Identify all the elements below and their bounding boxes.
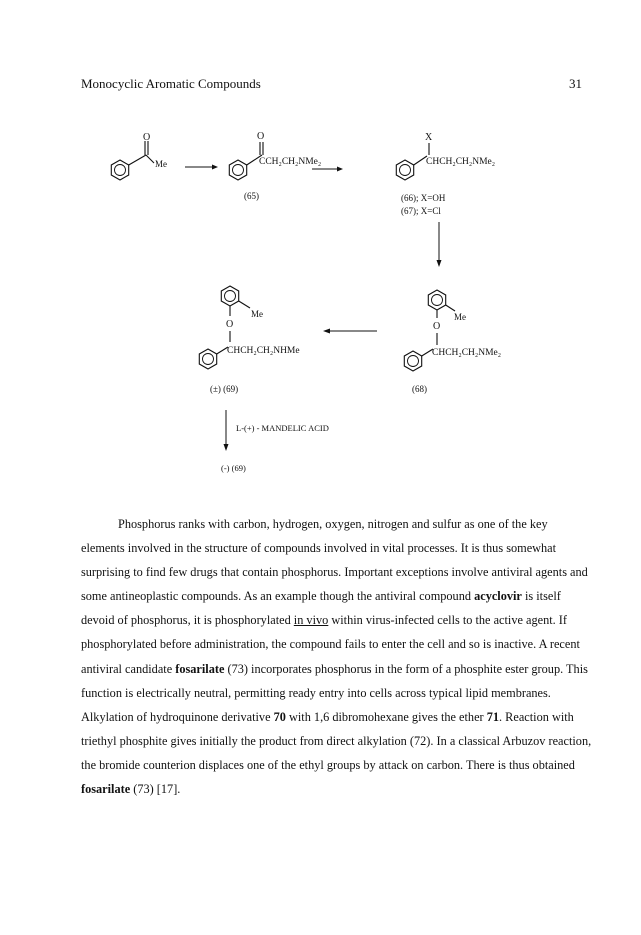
label-67: (67); X=Cl xyxy=(401,206,441,216)
label-66: (66); X=OH xyxy=(401,193,446,203)
body-paragraph xyxy=(81,512,593,801)
running-header-title: Monocyclic Aromatic Compounds xyxy=(81,76,261,91)
methyl-label-68: Me xyxy=(454,312,466,322)
paragraph-text-3: within virus-infected cells to the active agent. If phosphorylated before administration, the compound fails to enter the cell and so is inactive. A recent antiviral candidate xyxy=(81,613,580,676)
paragraph-text-1: Phosphorus ranks with carbon, hydrogen, oxygen, nitrogen and sulfur as one of the key elements involved in the structure of compounds involved in vital processes. It is thus somewhat surprising to find few drugs that contain phosphorus. Important exceptions involve antiviral agents and some antineoplastic compounds. As an example though the antiviral compound xyxy=(81,517,588,604)
compound-66-67-structure xyxy=(396,132,495,216)
compound-ref-71: 71 xyxy=(486,709,500,724)
paragraph-text-2: is itself devoid of phosphorus, it is phosphorylated xyxy=(81,589,561,628)
paragraph-text-4: (73) incorporates phosphorus in the form of a phosphite ester group. This function is electrically neutral, permitting ready entry into cells across typical lipid membranes. Alkylation of hydroquinone derivative xyxy=(81,661,588,724)
side-chain-66: CHCH₂CH₂NMe₂ xyxy=(426,157,496,167)
paragraph-text-7: (73) [17]. xyxy=(130,782,181,797)
term-in-vivo: in vivo xyxy=(293,613,329,628)
resolving-agent-label: L-(+) - MANDELIC ACID xyxy=(236,423,329,433)
term-fosarilate: fosarilate xyxy=(175,661,225,676)
label-68: (68) xyxy=(412,384,427,394)
carbonyl-o-label: O xyxy=(143,132,151,143)
term-acyclovir: acyclovir xyxy=(474,589,522,604)
side-chain-69: CHCH₂CH₂NHMe xyxy=(227,346,300,356)
x-label: X xyxy=(425,132,433,143)
methyl-label-69: Me xyxy=(251,309,263,319)
compound-68-structure xyxy=(404,290,501,394)
acetophenone-structure xyxy=(111,132,167,180)
product-label-69: (-) (69) xyxy=(221,463,246,473)
label-69: (±) (69) xyxy=(210,384,239,394)
label-65: (65) xyxy=(244,191,259,201)
term-fosarilate-2: fosarilate xyxy=(81,782,131,797)
paragraph-text-6: . Reaction with triethyl phosphite gives initially the product from direct alkylation (72). In a classical Arbuzov reaction, the bromide counterion displaces one of the ethyl groups by attack on carbon. There is thus obtained xyxy=(81,709,592,772)
methyl-label: Me xyxy=(155,159,167,169)
side-chain-68: CHCH₂CH₂NMe₂ xyxy=(432,348,502,358)
paragraph-text-5: with 1,6 dibromohexane gives the ether xyxy=(285,709,487,724)
ether-o-68: O xyxy=(433,321,441,332)
compound-69-structure xyxy=(199,286,299,394)
carbonyl-o-label-65: O xyxy=(257,131,265,142)
compound-65-structure xyxy=(229,131,321,201)
page-number: 31 xyxy=(569,76,582,91)
compound-ref-70: 70 xyxy=(273,709,286,724)
ether-o-69: O xyxy=(226,319,234,330)
side-chain-65: CCH₂CH₂NMe₂ xyxy=(259,157,322,167)
